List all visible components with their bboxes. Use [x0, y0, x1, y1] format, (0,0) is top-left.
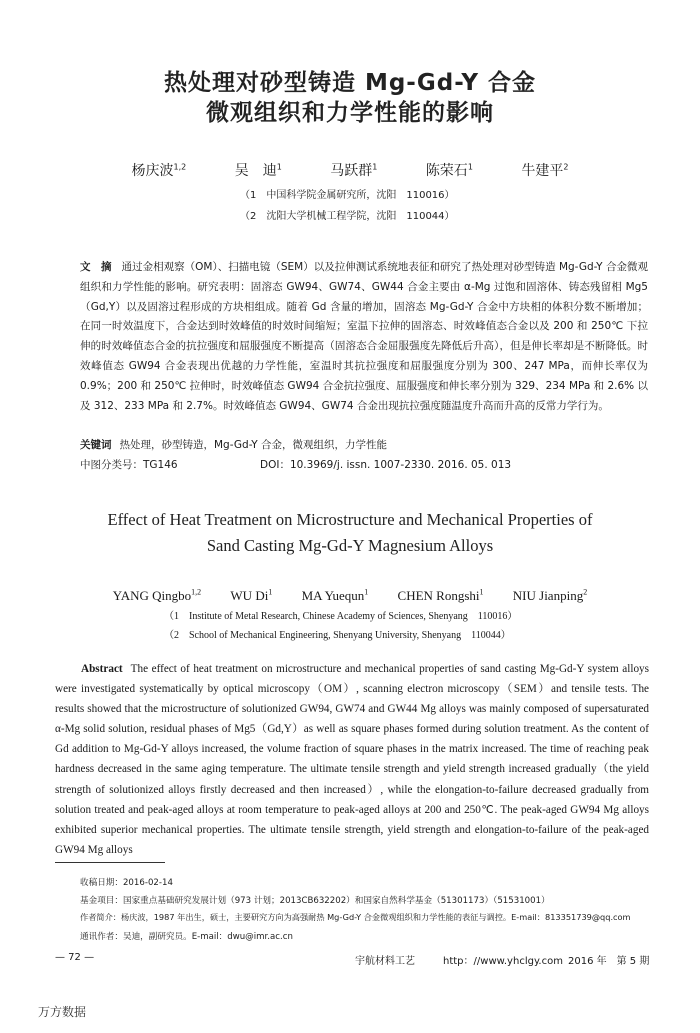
author-cn-4: 陈荣石$^1$ — [425, 162, 473, 179]
abstract-en — [55, 659, 649, 860]
abstract-en-label: Abstract — [81, 663, 123, 675]
affiliation-cn-2: （2 沈阳大学机械工程学院，沈阳 110044） — [240, 211, 455, 222]
title-en-line-2: Sand Casting Mg-Gd-Y Magnesium Alloys — [206, 536, 494, 555]
abstract-cn-label: 文 摘 — [80, 261, 112, 273]
doi: DOI：10.3969/j. issn. 1007-2330. 2016. 05. 013 — [260, 459, 512, 471]
keywords-text: 热处理，砂型铸造，Mg-Gd-Y 合金，微观组织，力学性能 — [119, 439, 387, 451]
title-en-line-1: Effect of Heat Treatment on Microstructure and Mechanical Properties of — [107, 510, 593, 529]
journal-name: 宇航材料工艺 — [355, 956, 415, 967]
footnote-author-bio: 作者简介：杨庆波，1987 年出生，硕士，主要研究方向为高强耐热 Mg-Gd-Y 合金微观组织和力学性能的表征与调控。E-mail：813351739@qq.com — [80, 912, 631, 922]
abstract-cn-text: 通过金相观察（OM）、扫描电镜（SEM）以及拉伸测试系统地表征和研究了热处理对砂型铸造 Mg-Gd-Y 合金微观组织和力学性能的影响。研究表明：固溶态 GW94、GW74、GW44 合金主要由 α-Mg 过饱和固溶体、铸态残留相 Mg5（Gd,Y）以及固溶过程形成的方块相组成。随着 Gd 含量的增加，固溶态 Mg-Gd-Y 合金中方块相的体积分数不断增加；在同一时效温度下，合金达到时效峰值的时效时间缩短；室温下拉伸的固溶态、时效峰值态合金以及 200 和 250℃ 下拉伸的时效峰值态合金的抗拉强度和屈服强度不断提高（固溶态合金屈服强度先降低后升高），但是伸长率却是不断降低。时效峰值态 GW94 合金表现出优越的力学性能，室温时其抗拉强度和屈服强度分别为 300、247 MPa，而伸长率仅为 0.9%；200 和 250℃ 拉伸时，时效峰值态 GW94 合金抗拉强度、屈服强度和伸长率分别为 329、234 MPa 和 2.6% 以及 312、233 MPa 和 2.7%。时效峰值态 GW94、GW74 合金出现抗拉强度随温度升高而升高的反常力学行为。 — [80, 261, 648, 412]
keywords — [80, 437, 387, 452]
footnote-received: 收稿日期：2016-02-14 — [80, 878, 173, 888]
author-cn-2: 吴 迪$^1$ — [234, 162, 282, 179]
author-en-3: MA Yuequn$^1$ — [301, 587, 369, 603]
abstract-en-text: The effect of heat treatment on microstructure and mechanical properties of sand casting Mg-Gd-Y system alloys were investigated systematically by optical microscopy（OM）, scanning electron microscopy（SEM）and tensile tests. The results showed that the microstructure of solutionized GW94, GW74 and GW44 Mg alloys was mainly composed of supersaturated α-Mg solid solution, residual phases of Mg5（Gd,Y）as well as square phases formed during solution treatment. As the content of Gd addition to Mg-Gd-Y alloys increased, the volume fraction of square phases in the matrix increased. The time of reaching peak hardness decreased in the same aging temperature. The ultimate tensile strength and yield strength increased gradually（the yield strength of solutionized alloys firstly decreased and then increased）, while the elongation-to-failure decreased gradually from solution treated and peak-aged alloys at room temperature to peak-aged alloys at 200 and 250℃. The peak-aged GW94 Mg alloys exhibited superior mechanical properties. The ultimate tensile strength, yield strength and elongation-to-failure of the peak-aged GW94 Mg alloys — [55, 663, 649, 856]
title-cn-line-2: 微观组织和力学性能的影响 — [206, 100, 494, 126]
watermark: 万方数据 — [38, 1005, 87, 1019]
author-en-5: NIU Jianping$^2$ — [512, 587, 588, 603]
page-number: — 72 — — [55, 952, 95, 963]
authors-cn — [0, 160, 700, 180]
title-cn-line-1: 热处理对砂型铸造 Mg-Gd-Y 合金 — [163, 70, 537, 96]
author-en-2: WU Di$^1$ — [230, 587, 273, 603]
affiliation-en-2: （2 School of Mechanical Engineering, Shenyang University, Shenyang 110044） — [164, 630, 511, 641]
footnote-corresponding: 通讯作者：吴迪，副研究员。E-mail：dwu@imr.ac.cn — [80, 932, 293, 942]
footnote-funding: 基金项目：国家重点基础研究发展计划（973 计划；2013CB632202）和国家自然科学基金（51301173）（51531001） — [80, 896, 550, 906]
clc-number: 中图分类号：TG146 — [80, 459, 178, 471]
journal-url: http：//www.yhclgy.com — [443, 956, 563, 967]
affiliation-en-1: （1 Institute of Metal Research, Chinese Academy of Sciences, Shenyang 110016） — [164, 611, 518, 622]
author-en-1: YANG Qingbo$^{1,2}$ — [112, 587, 202, 603]
affiliation-cn-1: （1 中国科学院金属研究所，沈阳 110016） — [240, 190, 455, 201]
author-cn-5: 牛建平$^2$ — [521, 162, 569, 179]
author-cn-3: 马跃群$^1$ — [330, 162, 378, 179]
keywords-label: 关键词 — [80, 439, 112, 451]
author-cn-1: 杨庆波$^{1,2}$ — [131, 162, 187, 179]
abstract-cn — [80, 258, 648, 416]
issue-info: 2016 年 第 5 期 — [568, 956, 650, 967]
author-en-4: CHEN Rongshi$^1$ — [397, 587, 484, 603]
footnote-divider — [55, 862, 165, 863]
authors-en — [0, 588, 700, 604]
